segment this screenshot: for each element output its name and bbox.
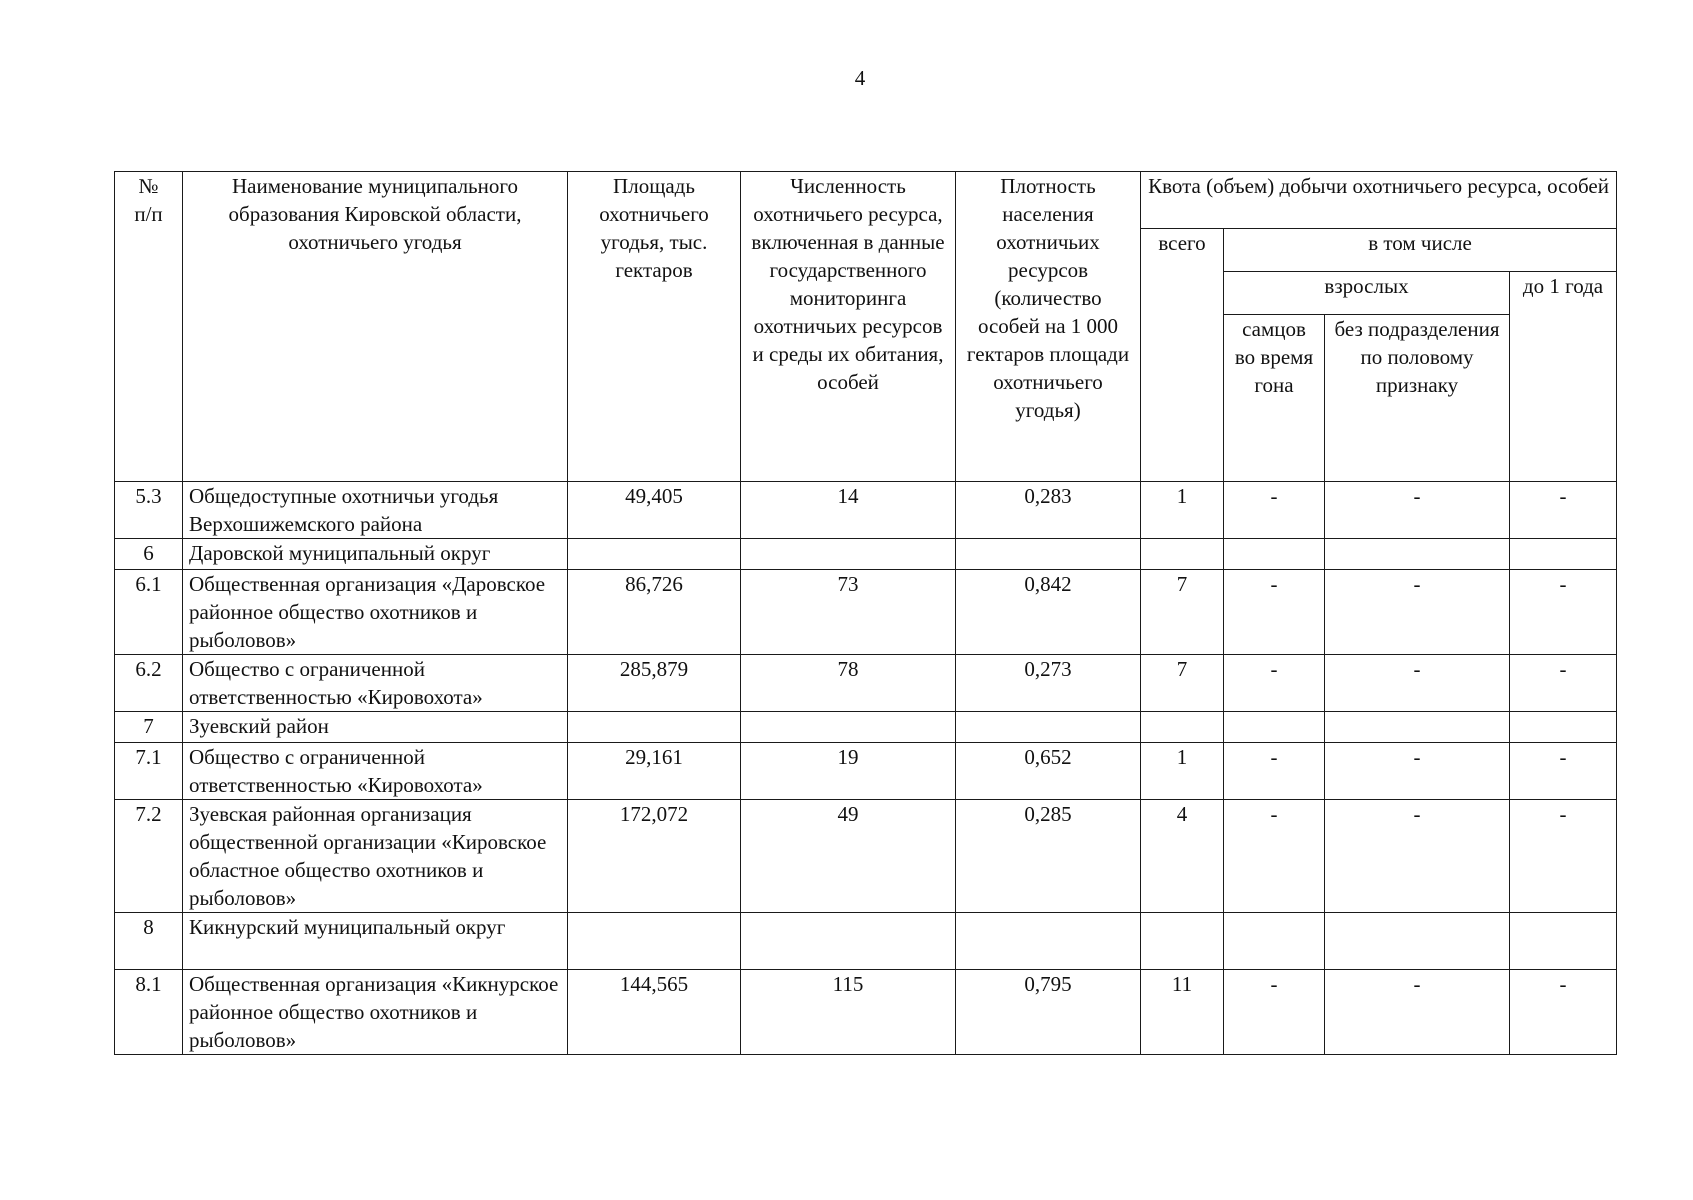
header-including: в том числе — [1224, 229, 1617, 272]
cell-total: 7 — [1141, 655, 1224, 712]
table-row — [115, 743, 1617, 800]
cell-males — [1224, 913, 1325, 970]
cell-area: 172,072 — [568, 800, 741, 913]
header-total: всего — [1141, 229, 1224, 482]
cell-no: 7 — [115, 712, 183, 743]
cell-count: 73 — [741, 570, 956, 655]
cell-area — [568, 712, 741, 743]
header-count: Численность охотничьего ресурса, включенная в данные государственного мониторинга охотничьих ресурсов и среды их обитания, особей — [741, 172, 956, 482]
cell-nosex: - — [1325, 970, 1510, 1055]
cell-count: 19 — [741, 743, 956, 800]
page-number: 4 — [854, 66, 866, 90]
header-density: Плотность населения охотничьих ресурсов (количество особей на 1 000 гектаров площади охотничьего угодья) — [956, 172, 1141, 482]
cell-count: 115 — [741, 970, 956, 1055]
cell-density: 0,285 — [956, 800, 1141, 913]
cell-nosex: - — [1325, 800, 1510, 913]
cell-no: 5.3 — [115, 482, 183, 539]
cell-males: - — [1224, 570, 1325, 655]
cell-total — [1141, 539, 1224, 570]
cell-total: 1 — [1141, 743, 1224, 800]
cell-males: - — [1224, 800, 1325, 913]
cell-density: 0,795 — [956, 970, 1141, 1055]
cell-count — [741, 712, 956, 743]
cell-no: 6.1 — [115, 570, 183, 655]
cell-young: - — [1510, 570, 1617, 655]
cell-young — [1510, 539, 1617, 570]
cell-young: - — [1510, 970, 1617, 1055]
cell-no: 8 — [115, 913, 183, 970]
cell-young: - — [1510, 800, 1617, 913]
cell-density: 0,283 — [956, 482, 1141, 539]
cell-count — [741, 913, 956, 970]
cell-density — [956, 539, 1141, 570]
cell-name: Зуевская районная организация общественной организации «Кировское областное общество охотников и рыболовов» — [183, 800, 568, 913]
cell-nosex — [1325, 712, 1510, 743]
cell-nosex: - — [1325, 655, 1510, 712]
header-adults: взрослых — [1224, 272, 1510, 315]
cell-young: - — [1510, 655, 1617, 712]
cell-total — [1141, 712, 1224, 743]
header-under-one: до 1 года — [1510, 272, 1617, 482]
cell-nosex — [1325, 913, 1510, 970]
cell-name: Общественная организация «Даровское районное общество охотников и рыболовов» — [183, 570, 568, 655]
cell-total — [1141, 913, 1224, 970]
cell-name: Общественная организация «Кикнурское районное общество охотников и рыболовов» — [183, 970, 568, 1055]
cell-area — [568, 913, 741, 970]
cell-density: 0,273 — [956, 655, 1141, 712]
hunting-quota-table — [114, 171, 1617, 1055]
cell-nosex — [1325, 539, 1510, 570]
table-row — [115, 913, 1617, 970]
cell-young — [1510, 712, 1617, 743]
table-row — [115, 539, 1617, 570]
cell-density: 0,842 — [956, 570, 1141, 655]
cell-young — [1510, 913, 1617, 970]
cell-area: 144,565 — [568, 970, 741, 1055]
table-body — [115, 482, 1617, 1055]
cell-area: 285,879 — [568, 655, 741, 712]
cell-area — [568, 539, 741, 570]
cell-density: 0,652 — [956, 743, 1141, 800]
table-row — [115, 570, 1617, 655]
cell-total: 4 — [1141, 800, 1224, 913]
header-no-sex: без подразделения по половому признаку — [1325, 315, 1510, 482]
cell-males — [1224, 712, 1325, 743]
table-row — [115, 482, 1617, 539]
cell-total: 7 — [1141, 570, 1224, 655]
table-row — [115, 800, 1617, 913]
cell-density — [956, 712, 1141, 743]
cell-total: 1 — [1141, 482, 1224, 539]
cell-count: 49 — [741, 800, 956, 913]
cell-name: Общедоступные охотничьи угодья Верхошижемского района — [183, 482, 568, 539]
header-no: № п/п — [115, 172, 183, 482]
cell-males — [1224, 539, 1325, 570]
cell-nosex: - — [1325, 482, 1510, 539]
cell-area: 49,405 — [568, 482, 741, 539]
cell-nosex: - — [1325, 743, 1510, 800]
cell-young: - — [1510, 743, 1617, 800]
cell-area: 29,161 — [568, 743, 741, 800]
table-header — [115, 172, 1617, 482]
cell-count: 14 — [741, 482, 956, 539]
cell-young: - — [1510, 482, 1617, 539]
cell-no: 8.1 — [115, 970, 183, 1055]
cell-density — [956, 913, 1141, 970]
cell-count — [741, 539, 956, 570]
cell-no: 6 — [115, 539, 183, 570]
cell-name: Зуевский район — [183, 712, 568, 743]
cell-males: - — [1224, 743, 1325, 800]
table-row — [115, 970, 1617, 1055]
header-males-rut: самцов во время гона — [1224, 315, 1325, 482]
cell-name: Кикнурский муниципальный округ — [183, 913, 568, 970]
cell-name: Общество с ограниченной ответственностью «Кировохота» — [183, 655, 568, 712]
header-quota: Квота (объем) добычи охотничьего ресурса, особей — [1141, 172, 1617, 229]
cell-males: - — [1224, 655, 1325, 712]
cell-total: 11 — [1141, 970, 1224, 1055]
table-row — [115, 655, 1617, 712]
cell-no: 6.2 — [115, 655, 183, 712]
cell-area: 86,726 — [568, 570, 741, 655]
cell-name: Даровской муниципальный округ — [183, 539, 568, 570]
cell-males: - — [1224, 970, 1325, 1055]
header-name: Наименование муниципального образования Кировской области, охотничьего угодья — [183, 172, 568, 482]
header-area: Площадь охотничьего угодья, тыс. гектаров — [568, 172, 741, 482]
table-row — [115, 712, 1617, 743]
cell-name: Общество с ограниченной ответственностью «Кировохота» — [183, 743, 568, 800]
cell-males: - — [1224, 482, 1325, 539]
cell-no: 7.1 — [115, 743, 183, 800]
cell-count: 78 — [741, 655, 956, 712]
cell-no: 7.2 — [115, 800, 183, 913]
cell-nosex: - — [1325, 570, 1510, 655]
